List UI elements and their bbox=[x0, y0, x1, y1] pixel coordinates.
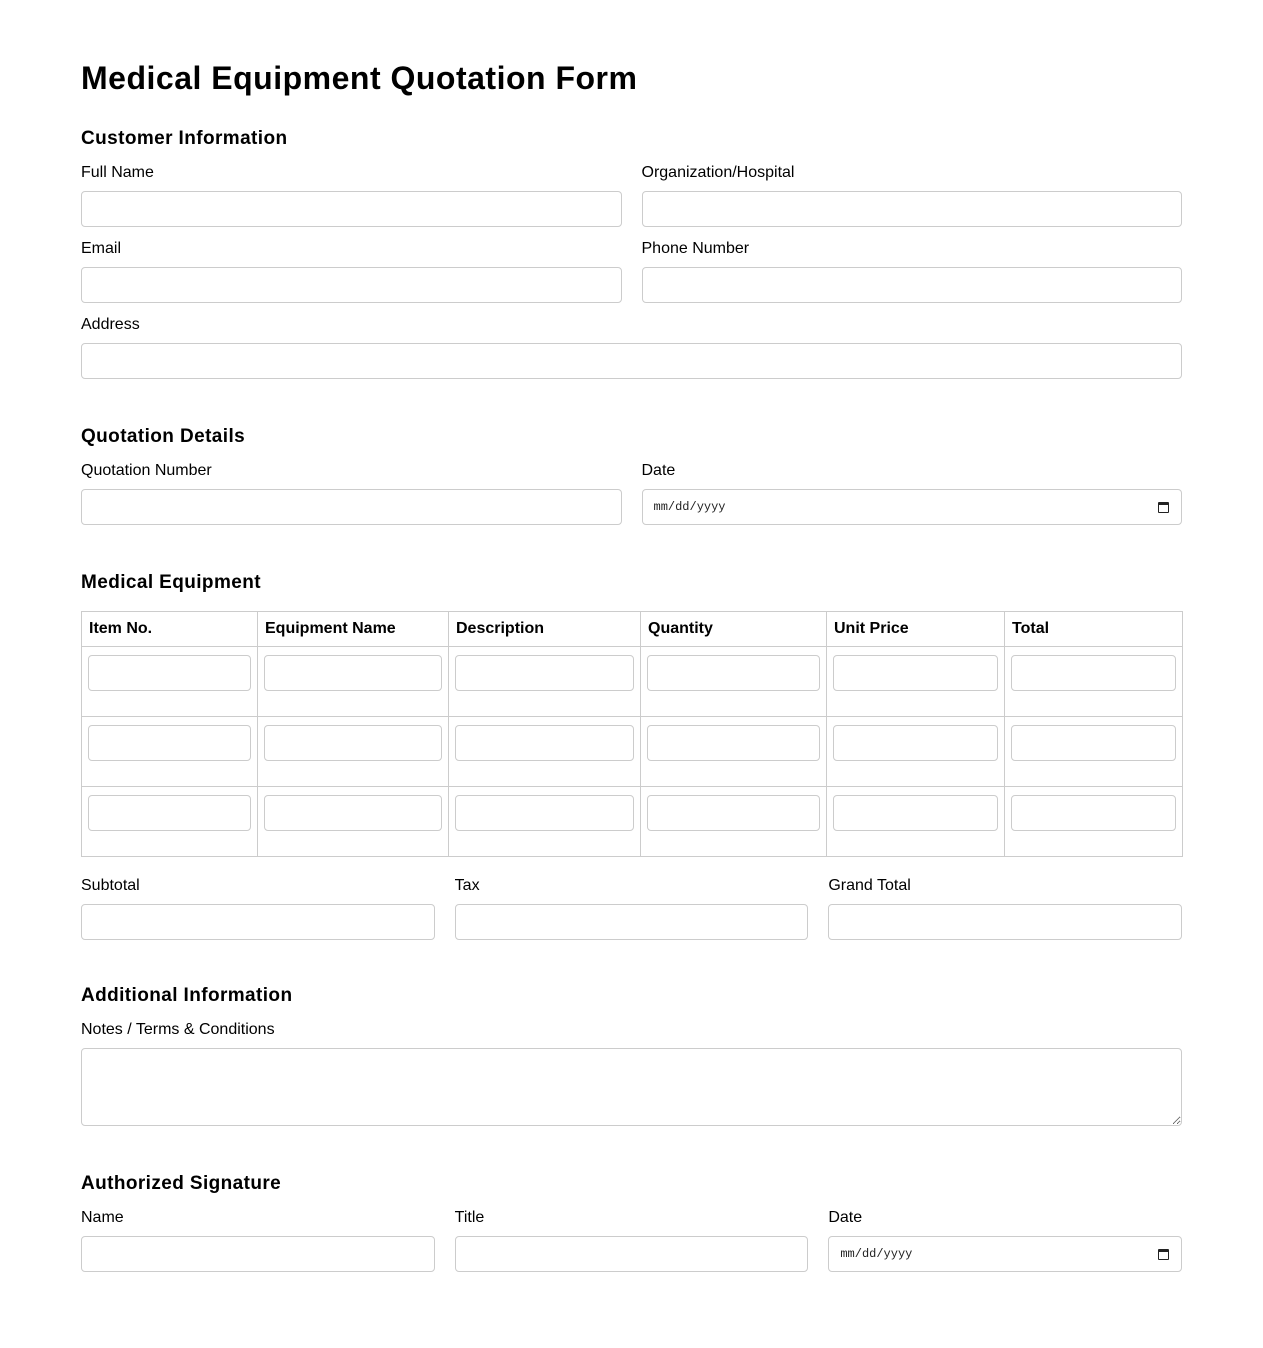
email-input[interactable] bbox=[81, 267, 622, 303]
subtotal-input[interactable] bbox=[81, 904, 435, 940]
section-heading: Additional Information bbox=[81, 985, 293, 1006]
page-title: Medical Equipment Quotation Form bbox=[81, 60, 638, 96]
full-name-label: Full Name bbox=[81, 164, 154, 181]
notes-textarea[interactable] bbox=[81, 1048, 1182, 1126]
total-input[interactable] bbox=[1011, 655, 1176, 691]
column-header-description: Description bbox=[449, 612, 641, 647]
unit-price-input[interactable] bbox=[833, 655, 998, 691]
quantity-input[interactable] bbox=[647, 655, 820, 691]
equipment-name-input[interactable] bbox=[264, 725, 442, 761]
total-input[interactable] bbox=[1011, 795, 1176, 831]
subtotal-label: Subtotal bbox=[81, 877, 140, 894]
equipment-name-input[interactable] bbox=[264, 655, 442, 691]
organization-input[interactable] bbox=[642, 191, 1183, 227]
quotation-number-label: Quotation Number bbox=[81, 462, 212, 479]
item-no-input[interactable] bbox=[88, 795, 251, 831]
table-row bbox=[82, 717, 1183, 787]
item-no-input[interactable] bbox=[88, 655, 251, 691]
signature-name-label: Name bbox=[81, 1209, 124, 1226]
quantity-input[interactable] bbox=[647, 795, 820, 831]
signature-name-input[interactable] bbox=[81, 1236, 435, 1272]
quotation-details-section bbox=[81, 425, 1182, 525]
section-heading: Quotation Details bbox=[81, 426, 246, 447]
address-input[interactable] bbox=[81, 343, 1182, 379]
additional-information-section bbox=[81, 984, 1182, 1126]
section-heading: Customer Information bbox=[81, 128, 288, 149]
signature-title-label: Title bbox=[454, 1209, 485, 1226]
grand-total-label: Grand Total bbox=[828, 877, 911, 894]
section-heading: Medical Equipment bbox=[81, 572, 261, 593]
total-input[interactable] bbox=[1011, 725, 1176, 761]
totals-section bbox=[81, 876, 1182, 940]
description-input[interactable] bbox=[455, 725, 634, 761]
equipment-name-input[interactable] bbox=[264, 795, 442, 831]
table-row bbox=[82, 787, 1183, 857]
phone-input[interactable] bbox=[642, 267, 1183, 303]
calendar-icon[interactable] bbox=[1158, 1249, 1169, 1260]
description-input[interactable] bbox=[455, 795, 634, 831]
email-label: Email bbox=[81, 240, 122, 257]
authorized-signature-section bbox=[81, 1172, 1182, 1272]
column-header-item-no: Item No. bbox=[82, 612, 258, 647]
signature-date-input[interactable] bbox=[828, 1236, 1182, 1272]
item-no-input[interactable] bbox=[88, 725, 251, 761]
column-header-equipment-name: Equipment Name bbox=[258, 612, 449, 647]
quotation-date-input[interactable] bbox=[642, 489, 1183, 525]
tax-label: Tax bbox=[454, 877, 480, 894]
unit-price-input[interactable] bbox=[833, 795, 998, 831]
organization-label: Organization/Hospital bbox=[641, 164, 795, 181]
column-header-unit-price: Unit Price bbox=[827, 612, 1005, 647]
table-row bbox=[82, 647, 1183, 717]
notes-label: Notes / Terms & Conditions bbox=[81, 1021, 275, 1038]
calendar-icon[interactable] bbox=[1158, 502, 1169, 513]
full-name-input[interactable] bbox=[81, 191, 622, 227]
description-input[interactable] bbox=[455, 655, 634, 691]
column-header-total: Total bbox=[1005, 612, 1183, 647]
quantity-input[interactable] bbox=[647, 725, 820, 761]
column-header-quantity: Quantity bbox=[641, 612, 827, 647]
customer-information-section bbox=[81, 127, 1182, 379]
grand-total-input[interactable] bbox=[828, 904, 1182, 940]
table-header-row bbox=[82, 612, 1183, 647]
medical-equipment-section bbox=[81, 571, 1182, 857]
phone-label: Phone Number bbox=[641, 240, 750, 257]
section-heading: Authorized Signature bbox=[81, 1173, 282, 1194]
signature-title-input[interactable] bbox=[455, 1236, 809, 1272]
quotation-number-input[interactable] bbox=[81, 489, 622, 525]
tax-input[interactable] bbox=[455, 904, 809, 940]
date-placeholder: mm/dd/yyyy bbox=[653, 500, 726, 514]
date-placeholder: mm/dd/yyyy bbox=[840, 1247, 913, 1261]
quotation-date-label: Date bbox=[641, 462, 676, 479]
signature-date-label: Date bbox=[828, 1209, 863, 1226]
unit-price-input[interactable] bbox=[833, 725, 998, 761]
equipment-table bbox=[81, 611, 1183, 857]
address-label: Address bbox=[81, 316, 140, 333]
